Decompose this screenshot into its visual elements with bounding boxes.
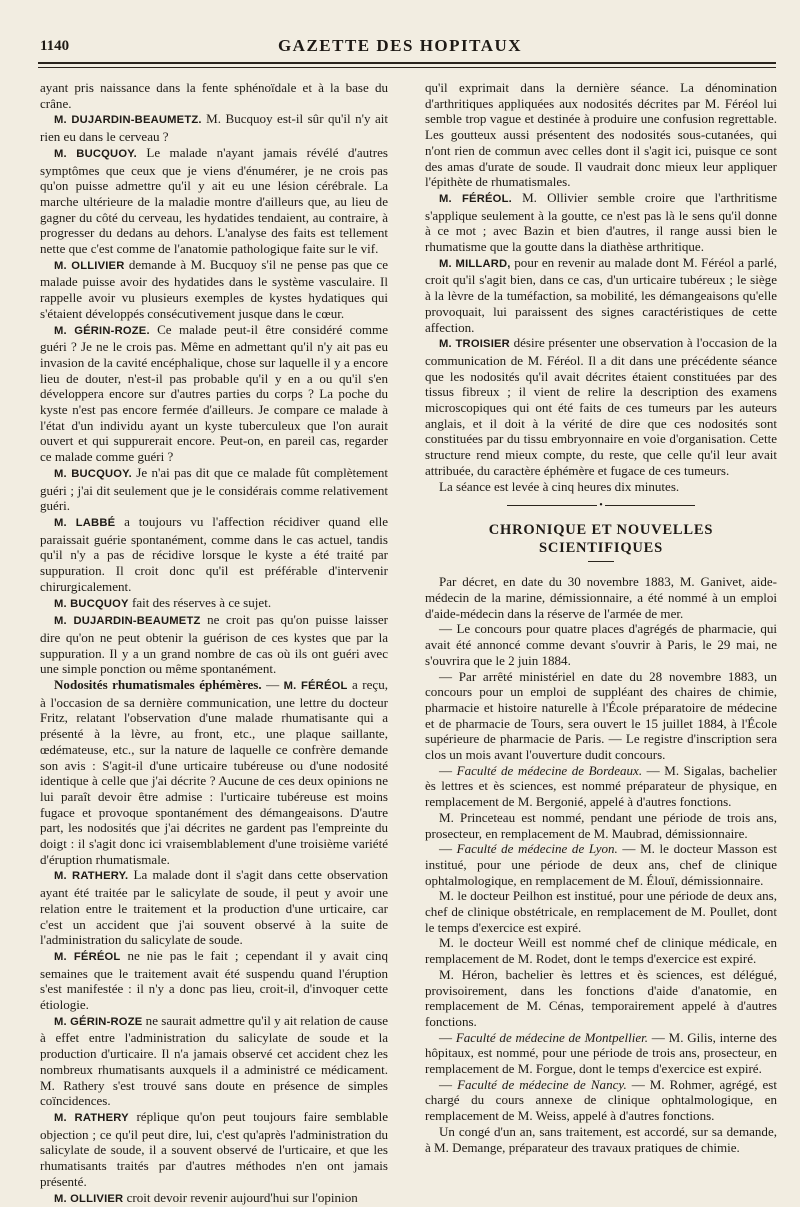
speaker-name: M. OLLIVIER <box>54 259 125 272</box>
paragraph: M. RATHERY. La malade dont il s'agit dans cette observation ayant été traitée par le salicylate de soude, il peut y avoir une relation entre le traitement et la production d'une urticaire, car c'est un accident que j'ai souvent observé à la suite de l'administration du salicylate de soude. <box>40 867 388 948</box>
paragraph: M. BUCQUOY fait des réserves à ce sujet. <box>54 594 272 610</box>
section-title: CHRONIQUE ET NOUVELLES SCIENTIFIQUES <box>488 522 714 557</box>
speaker-name: M. MILLARD, <box>439 257 511 270</box>
header-rule <box>38 62 776 68</box>
paragraph: M. OLLIVIER demande à M. Bucquoy s'il ne pense pas que ce malade puisse avoir des hydatides dans le système vasculaire. Il rappelle avoir vu plusieurs exemples de kystes hydatiques qui s'étaient développés consécutivement jusque dans le cœur. <box>40 256 388 321</box>
section-separator: • <box>425 501 777 511</box>
news-item: M. Princeteau est nommé, pendant une période de trois ans, prosecteur, en remplacement de M. Maubrad, démissionnaire. <box>425 809 777 841</box>
speaker-name: M. TROISIER <box>439 338 510 351</box>
speaker-name: M. LABBÉ <box>54 516 116 529</box>
news-item: — Le concours pour quatre places d'agrégés de pharmacie, qui avait été annoncé comme devant s'ouvrir à Paris, le 29 mai, ne s'ouvrira que le 2 juin 1884. <box>425 621 777 668</box>
paragraph: qu'il exprimait dans la dernière séance. La dénomination d'arthritiques appliquées aux nodosités décrites par M. Féréol lui semble trop vague et destinée à produire une confusion regrettable. Les goutteux aussi présentent des nodosités sous-cutanées, qui n'ont rien de commun avec celles dont il s'agit ici, puisque ce sont des amas d'urate de soude. Il vaudrait donc mieux leur appliquer l'épithète de rhumatismales. <box>425 80 777 190</box>
news-item: — Par arrêté ministériel en date du 28 novembre 1883, un concours pour un emploi de suppléant des chaires de chimie, pharmacie et histoire naturelle à l'École préparatoire de médecine et de pharmacie de Tours, sera ouvert le 15 juillet 1884, à l'École supérieure de pharmacie de Paris. — Le registre d'inscription sera clos un mois avant l'ouverture dudit concours. <box>425 668 777 763</box>
speaker-name: M. RATHERY <box>54 1112 129 1124</box>
speaker-name: M. DUJARDIN-BEAUMETZ <box>54 615 201 628</box>
paragraph: La séance est levée à cinq heures dix minutes. <box>439 478 680 494</box>
paragraph: M. OLLIVIER croit devoir revenir aujourd'hui sur l'opinion <box>54 1189 358 1205</box>
paragraph: M. FÉRÉOL ne nie pas le fait ; cependant il y avait cinq semaines que le traitement avait été suspendu quand l'éruption s'est manifestée : il n'y a donc pas lieu, croit-il, d'invoquer cette étiologie. <box>40 947 388 1013</box>
paragraph: Nodosités rhumatismales éphémères. — M. FÉRÉOL a reçu, à l'occasion de sa dernière communication, une lettre du docteur Fritz, relatant l'observation d'une malade rhumatisante qui a présenté à la lèvre, au front, etc., une plaque saillante, œdémateuse, etc., sur la nature de laquelle ce confrère demande son avis : S'agit-il d'une urticaire tubéreuse ou d'une nodosité identique à celle que j'ai décrite ? Aucune de ces deux opinions ne lui paraît devoir être admise : l'urticaire tubéreuse est moins fugace et provoque spontanément des démangeaisons. D'autre part, les nodosités que j'ai décrites ne gardent pas l'empreinte du doigt : il s'agit donc ici vraisemblablement d'une troisième variété d'éruption rhumatismale. <box>40 677 388 867</box>
speaker-name: M. FÉRÉOL <box>54 950 121 963</box>
paragraph: M. BUCQUOY. Je n'ai pas dit que ce malade fût complètement guéri ; j'ai dit seulement que je le considérais comme relativement guéri. <box>40 464 388 514</box>
paragraph: M. FÉRÉOL. M. Ollivier semble croire que l'arthritisme s'applique seulement à la goutte, ce n'est pas là le sens qu'il donne à ce mot ; avec Bazin et bien d'autres, il range aussi bien le rhumatisme que la goutte dans la diathèse arthritique. <box>425 189 777 255</box>
speaker-name: M. BUCQUOY. <box>54 467 132 480</box>
speaker-name: M. FÉRÉOL <box>283 680 348 693</box>
left-column <box>40 80 388 1207</box>
speaker-name: M. OLLIVIER <box>54 1192 124 1205</box>
faculty-name: Faculté de médecine de Nancy. <box>457 1076 627 1092</box>
right-column <box>425 80 777 1155</box>
news-item: M. Héron, bachelier ès lettres et ès sciences, est délégué, provisoirement, dans les fonctions d'aide d'anatomie, en remplacement de M. Cénas, temporairement appelé à d'autres fonctions. <box>425 966 777 1029</box>
speaker-name: M. RATHERY. <box>54 870 129 883</box>
faculty-name: Faculté de médecine de Bordeaux. <box>456 762 643 778</box>
paragraph: M. DUJARDIN-BEAUMETZ. M. Bucquoy est-il sûr qu'il n'y ait rien eu dans le cerveau ? <box>40 111 388 145</box>
news-item: — Faculté de médecine de Bordeaux. — M. Sigalas, bachelier ès lettres et ès sciences, est nommé préparateur de physique, en remplacement de M. Bergonié, appelé à d'autres fonctions. <box>425 762 777 810</box>
topic-heading: Nodosités rhumatismales éphémères. <box>54 677 262 693</box>
paragraph: M. TROISIER désire présenter une observation à l'occasion de la communication de M. Féréol. Il a dit dans une précédente séance que les nodosités qu'il avait décrites étaient constituées par des tissus fibreux ; il vient de relire la description des examens microscopiques qui ont été faits de ces tumeurs par les auteurs anglais, et il doit à la vérité de dire que ces nodosités sont constituées par du tissu embryonnaire en voie d'organisation. Cette structure rend mieux compte, du reste, que celle qu'il leur avait attribuée, du caractère éphémère et fugace de ces tumeurs. <box>425 335 777 478</box>
section-rule <box>588 561 614 562</box>
speaker-name: M. GÉRIN-ROZE. <box>54 324 150 337</box>
speaker-name: M. GÉRIN-ROZE <box>54 1015 143 1028</box>
news-item: — Faculté de médecine de Montpellier. — M. Gilis, interne des hôpitaux, est nommé, pour une période de trois ans, prosecteur, en remplacement de M. Forgue, dont le temps d'exercice est expiré. <box>425 1029 777 1077</box>
paragraph: M. GÉRIN-ROZE ne saurait admettre qu'il y ait relation de cause à effet entre l'administration du salicylate de soude et la production d'urticaire. Il n'a jamais observé cet accident chez les nombreux rhumatisants auxquels il a administré ce médicament. M. Rathery s'est trouvé sans doute en présence de simples coïncidences. <box>40 1012 388 1109</box>
running-title: GAZETTE DES HOPITAUX <box>277 36 523 55</box>
speaker-name: M. FÉRÉOL. <box>439 192 512 205</box>
news-item: Par décret, en date du 30 novembre 1883, M. Ganivet, aide-médecin de la marine, démissionnaire, a été nommé à un emploi d'aide-médecin dans la réserve de l'armée de mer. <box>425 574 777 621</box>
paragraph: M. LABBÉ a toujours vu l'affection récidiver quand elle paraissait guérie spontanément, comme dans le cas actuel, tandis qu'il n'y a pas de récidive lorsque le kyste a été traité par suppuration. Il croit donc qu'il est préférable d'intervenir chirurgicalement. <box>40 513 389 594</box>
speaker-name: M. DUJARDIN-BEAUMETZ. <box>54 114 202 127</box>
faculty-name: Faculté de médecine de Montpellier. <box>455 1029 649 1045</box>
news-item: — Faculté de médecine de Lyon. — M. le docteur Masson est institué, pour une période de deux ans, chef de clinique ophtalmologique, en remplacement de M. Élouï, démissionnaire. <box>425 841 778 888</box>
faculty-name: Faculté de médecine de Lyon. <box>456 841 618 857</box>
news-item: M. le docteur Weill est nommé chef de clinique médicale, en remplacement de M. Rodet, dont le temps d'exercice est expiré. <box>425 935 777 967</box>
paragraph: M. GÉRIN-ROZE. Ce malade peut-il être considéré comme guéri ? Je ne le crois pas. Même en admettant qu'il n'y ait pas eu invasion de la cavité encéphalique, chose sur laquelle il y a encore lieu de douter, n'est-il pas probable qu'il y en a ou qu'il s'en développera encore sur d'autres parties du corps ? La poche du kyste n'est pas encore fermée d'ailleurs. Je compare ce malade à l'état d'un individu ayant un kyste tuberculeux que l'on aurait ouvert et qui suppurerait encore. Peut-on, en pareil cas, regarder ce malade comme guéri ? <box>40 321 388 465</box>
page-number: 1140 <box>40 38 70 54</box>
paragraph: M. BUCQUOY. Le malade n'ayant jamais révélé d'autres symptômes que ceux que je viens d'énumérer, je ne crois pas qu'on puisse admettre qu'il y ait eu une lésion cérébrale. La marche ultérieure de la maladie montre d'ailleurs que, au lieu de gagner du côté du cerveau, les hydatides tendaient, au contraire, à progresser du dedans au dehors. L'analyse des faits est tellement nette que c'est comme de l'anatomie pathologique faite sur le vif. <box>40 144 388 257</box>
paragraph: M. MILLARD, pour en revenir au malade dont M. Féréol a parlé, croit qu'il s'agit bien, dans ce cas, d'un urticaire tubéreux ; le siège à la lèvre de la tuméfaction, sa mobilité, les démangeaisons qu'elle provoquait, lui paraissent des signes caractéristiques de cette affection. <box>425 254 777 335</box>
news-item: M. le docteur Peilhon est institué, pour une période de deux ans, chef de clinique obstétricale, en remplacement de M. Poullet, dont le temps d'exercice est expiré. <box>425 888 777 935</box>
paragraph: M. RATHERY réplique qu'on peut toujours faire semblable objection ; ce qu'il peut dire, lui, c'est qu'après l'administration du salicylate de soude, il a souvent observé de l'urticaire, et que les rhumatisants traités par d'autres méthodes n'en ont jamais présenté. <box>40 1109 388 1189</box>
paragraph: ayant pris naissance dans la fente sphénoïdale et à la base du crâne. <box>40 80 388 111</box>
speaker-name: M. BUCQUOY. <box>54 147 137 160</box>
speaker-name: M. BUCQUOY <box>54 597 129 610</box>
news-item: Un congé d'un an, sans traitement, est accordé, sur sa demande, à M. Demange, préparateur des travaux pratiques de chimie. <box>425 1123 777 1155</box>
paragraph: M. DUJARDIN-BEAUMETZ ne croit pas qu'on puisse laisser dire qu'on ne peut obtenir la guérison de ces kystes que par la suppuration. Il y a un grand nombre de cas où ils ont guéri avec une simple ponction ou même spontanément. <box>40 612 388 677</box>
page-header <box>0 0 800 70</box>
news-item: — Faculté de médecine de Nancy. — M. Rohmer, agrégé, est chargé du cours annexe de clinique ophtalmologique, en remplacement de M. Weiss, appelé à d'autres fonctions. <box>425 1076 778 1124</box>
